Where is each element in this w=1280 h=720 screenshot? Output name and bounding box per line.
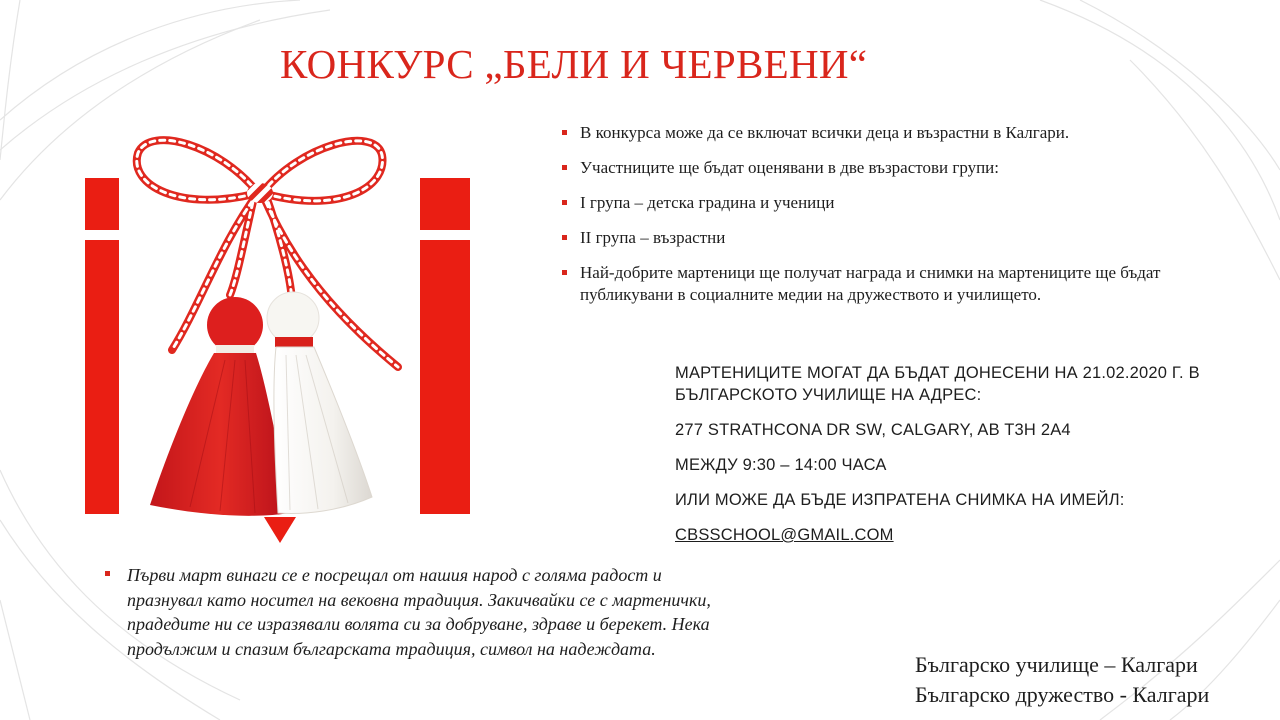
white-tassel-head xyxy=(267,292,319,344)
gift-bar-top-left xyxy=(85,178,119,230)
page-title: КОНКУРС „БЕЛИ И ЧЕРВЕНИ“ xyxy=(280,41,868,87)
bullet-icon xyxy=(562,130,567,135)
gift-bar-left xyxy=(85,240,119,514)
list-item-text: В конкурса може да се включат всички деца и възрастни в Калгари. xyxy=(580,123,1070,142)
gift-bar-right xyxy=(420,240,470,514)
bullet-icon xyxy=(105,571,110,576)
list-item xyxy=(560,262,1200,306)
list-item xyxy=(560,157,1200,179)
tradition-quote xyxy=(103,563,733,661)
list-item xyxy=(560,227,1200,249)
white-tassel-body xyxy=(274,347,372,513)
gift-bar-top-right xyxy=(420,178,470,230)
list-item xyxy=(560,122,1200,144)
list-item-text: Най-добрите мартеници ще получат награда и снимки на мартениците ще бъдат публикувани в социалните медии на дружеството и училището. xyxy=(580,263,1161,304)
contact-email-link[interactable]: CBSSCHOOL@GMAIL.COM xyxy=(675,526,894,544)
list-item-text: II група – възрастни xyxy=(580,228,726,247)
bullet-icon xyxy=(562,200,567,205)
red-tassel-body xyxy=(150,353,290,516)
bullet-icon xyxy=(562,270,567,275)
red-tassel-head xyxy=(207,297,263,353)
society-name: Българско дружество - Калгари xyxy=(915,682,1210,707)
bullet-icon xyxy=(562,235,567,240)
delivery-date-text: МАРТЕНИЦИТЕ МОГАТ ДА БЪДАТ ДОНЕСЕНИ НА 21.02.2020 Г. В БЪЛГАРСКОТО УЧИЛИЩЕ НА АДРЕС: xyxy=(675,364,1200,404)
school-address: 277 STRATHCONA DR SW, CALGARY, AB T3H 2A4 xyxy=(675,421,1071,439)
list-item-text: Участниците ще бъдат оценявани в две възрастови групи: xyxy=(580,158,1000,177)
organizers-signature xyxy=(915,650,1209,710)
martenitsa-gift-illustration xyxy=(80,125,480,545)
quote-text: Първи март винаги се е посрещал от нашия народ с голяма радост и празнувал като носител на вековна традиция. Закичвайки се с мартенички, прадедите ни се изразявали волята си за добруване, здраве и берекет. Нека продължим и спазим българската традиция, символ на надеждата. xyxy=(127,565,711,659)
contest-rules-list xyxy=(560,122,1200,319)
list-item xyxy=(560,192,1200,214)
delivery-info xyxy=(675,362,1255,559)
delivery-hours: МЕЖДУ 9:30 – 14:00 ЧАСА xyxy=(675,456,887,474)
photo-submission-note: ИЛИ МОЖЕ ДА БЪДЕ ИЗПРАТЕНА СНИМКА НА ИМЕЙЛ: xyxy=(675,491,1125,509)
bow-knot xyxy=(247,183,273,203)
bullet-icon xyxy=(562,165,567,170)
school-name: Българско училище – Калгари xyxy=(915,652,1198,677)
gift-bottom-triangle xyxy=(264,517,296,543)
list-item-text: I група – детска градина и ученици xyxy=(580,193,835,212)
